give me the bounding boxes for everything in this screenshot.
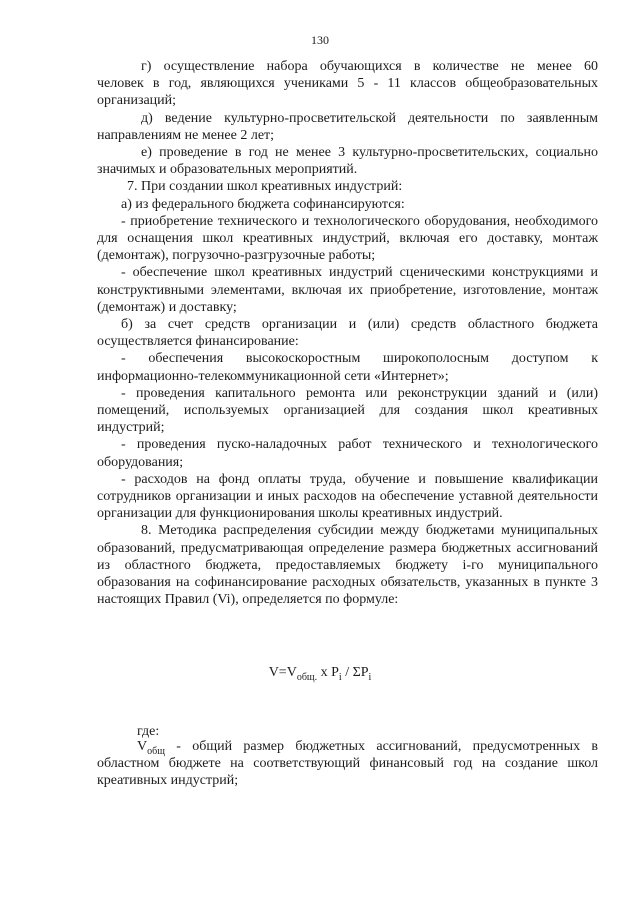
formula (0, 664, 640, 681)
paragraph-a: а) из федерального бюджета софинансируются: (121, 196, 405, 212)
definition-block (97, 738, 598, 790)
paragraph-b-item-4: - расходов на фонд оплаты труда, обучение и повышение квалификации сотрудников организации и иных расходов на обеспечение уставной деятельности организации для функционирования школы креативных индустрий. (97, 471, 598, 522)
formula-mid-subscript: i (338, 671, 342, 683)
page-number: 130 (311, 33, 329, 47)
paragraph-a-item-1: - приобретение технического и технологического оборудования, необходимого для оснащения школ креативных индустрий, включая его доставку, монтаж (демонтаж), погрузочно-разгрузочные работы; (97, 213, 598, 264)
paragraph-7-heading: 7. При создании школ креативных индустрий: (127, 179, 403, 195)
definition-paragraph (97, 738, 598, 790)
paragraph-b-item-1: - обеспечения высокоскоростным широкополосным доступом к информационно-телекоммуникационной сети «Интернет»; (97, 351, 598, 384)
formula-rhs-subscript: i (368, 671, 372, 683)
formula-lhs: V=V (268, 665, 297, 680)
where-label: где: (137, 724, 160, 739)
paragraph-b-item-2: - проведения капитального ремонта или реконструкции зданий и (или) помещений, используемых организацией для создания школ креативных индустрий; (97, 385, 598, 436)
paragraph-g: г) осуществление набора обучающихся в количестве не менее 60 человек в год, являющихся учениками 5 - 11 классов общеобразовательных организаций; (97, 59, 598, 109)
paragraph-b-item-3: - проведения пуско-наладочных работ технического и технологического оборудования; (97, 437, 598, 470)
document-body (97, 58, 598, 609)
paragraph-b: б) за счет средств организации и (или) средств областного бюджета осуществляется финансирование: (97, 317, 598, 350)
paragraph-a-item-2: - обеспечение школ креативных индустрий сценическими конструкциями и конструктивными элементами, включая их приобретение, изготовление, монтаж (демонтаж) и доставку; (97, 265, 598, 315)
paragraph-8: 8. Методика распределения субсидии между бюджетами муниципальных образований, предусматривающая определение размера бюджетных ассигнований из областного бюджета, предоставляемых бюджету i-го муниципального образования на софинансирование расходных обязательств, указанных в пункте 3 настоящих Правил (Vi), определяется по формуле: (97, 523, 598, 608)
definition-text: - общий размер бюджетных ассигнований, предусмотренных в областном бюджете на соответствующий финансовый год на создание школ креативных индустрий; (97, 739, 598, 789)
paragraph-d: д) ведение культурно-просветительской деятельности по заявленным направлениям не менее 2 лет; (97, 110, 598, 143)
formula-rhs: / ΣP (341, 665, 369, 680)
formula-lhs-subscript: общ. (296, 671, 318, 683)
definition-symbol: V (137, 739, 148, 754)
definition-symbol-subscript: общ (147, 745, 165, 757)
formula-mid: х P (317, 665, 339, 680)
paragraph-e: е) проведение в год не менее 3 культурно-просветительских, социально значимых и образовательных мероприятий. (97, 145, 598, 178)
